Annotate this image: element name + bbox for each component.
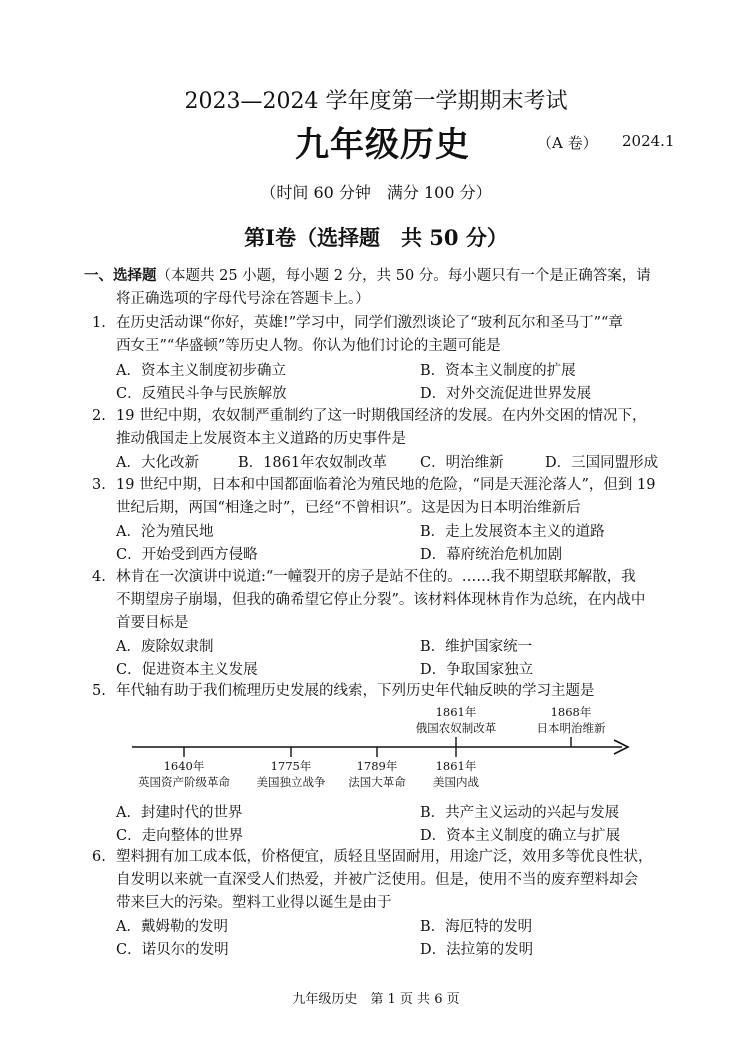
option-d: D．争取国家独立 <box>420 662 534 678</box>
page-footer: 九年级历史 第 1 页 共 6 页 <box>292 992 460 1007</box>
option-b: B．1861年农奴制改革 <box>238 455 388 471</box>
option-d: D．对外交流促进世界发展 <box>420 386 592 402</box>
question-stem-line: 19 世纪中期，农奴制严重制约了这一时期俄国经济的发展。在内外交困的情况下， <box>116 408 647 424</box>
option-a: A．资本主义制度初步确立 <box>116 363 286 379</box>
timeline-event-label: 日本明治维新 <box>536 721 606 735</box>
timeline-year-label: 1640年 <box>163 759 205 773</box>
option-b: B．海厄特的发明 <box>420 919 533 935</box>
option-d: D．幕府统治危机加剧 <box>420 547 563 563</box>
timeline-year-label: 1861年 <box>435 759 477 773</box>
option-a: A．大化改新 <box>116 455 199 471</box>
timeline-year-label: 1789年 <box>356 759 398 773</box>
question-stem-line: 自发明以来就一直深受人们热爱，并被广泛使用。但是，使用不当的废弃塑料却会 <box>116 872 638 888</box>
question-number: 1. <box>92 315 106 331</box>
section-heading: 一、选择题 <box>84 267 157 284</box>
question-number: 2. <box>92 408 106 424</box>
subject-title: 九年级历史 <box>295 125 470 165</box>
option-c: C．明治维新 <box>420 455 504 471</box>
option-c: C．促进资本主义发展 <box>116 662 258 678</box>
option-c: C．诺贝尔的发明 <box>116 942 229 958</box>
question-number: 4. <box>92 569 106 585</box>
instructions-line-2: 将正确选项的字母代号涂在答题卡上。） <box>116 291 370 307</box>
option-d: D．资本主义制度的确立与扩展 <box>420 828 621 844</box>
question-stem-line: 年代轴有助于我们梳理历史发展的线索，下列历史年代轴反映的学习主题是 <box>116 683 595 699</box>
timeline-year-label: 1775年 <box>270 759 312 773</box>
option-b: B．共产主义运动的兴起与发展 <box>420 805 620 821</box>
question-stem-line: 世纪后期，两国“相逢之时”，已经“不曾相识”。这是因为日本明治维新后 <box>116 500 581 516</box>
question-stem-line: 西女王”“华盛顿”等历史人物。你认为他们讨论的主题可能是 <box>116 338 501 354</box>
option-b: B．走上发展资本主义的道路 <box>420 524 605 540</box>
timeline-year-label: 1861年 <box>435 705 477 719</box>
question-stem-line: 带来巨大的污染。塑料工业得以诞生是由于 <box>116 895 392 911</box>
paper-code: （A 卷） <box>537 134 598 152</box>
option-a: A．沦为殖民地 <box>116 524 214 540</box>
timeline-event-label: 美国内战 <box>433 775 479 789</box>
timeline-event-label: 俄国农奴制改革 <box>415 721 497 735</box>
option-d: D．法拉第的发明 <box>420 942 534 958</box>
option-b: B．维护国家统一 <box>420 639 533 655</box>
option-b: B．资本主义制度的扩展 <box>420 363 576 379</box>
timeline-diagram <box>0 700 752 796</box>
question-number: 6. <box>92 849 106 865</box>
timeline-event-label: 美国独立战争 <box>256 775 326 789</box>
question-number: 3. <box>92 477 106 493</box>
question-number: 5. <box>92 683 106 699</box>
instructions-line-1: （本题共 25 小题，每小题 2 分，共 50 分。每小题只有一个是正确答案，请 <box>156 268 651 284</box>
question-stem-line: 林肯在一次演讲中说道:“一幢裂开的房子是站不住的。……我不期望联邦解散，我 <box>116 569 636 585</box>
question-stem-line: 塑料拥有加工成本低，价格便宜，质轻且坚固耐用，用途广泛，效用多等优良性状， <box>116 849 653 865</box>
time-info: （时间 60 分钟 满分 100 分） <box>260 183 492 202</box>
part-title: 第Ⅰ卷（选择题 共 50 分） <box>244 225 508 250</box>
question-stem-line: 19 世纪中期，日本和中国都面临着沦为殖民地的危险，“同是天涯沦落人”，但到 19 <box>116 477 656 493</box>
timeline-year-label: 1868年 <box>550 705 592 719</box>
timeline-event-label: 法国大革命 <box>348 775 406 789</box>
question-stem-line: 在历史活动课“你好，英雄!”学习中，同学们激烈谈论了“玻利瓦尔和圣马丁”“章 <box>116 315 623 331</box>
option-c: C．开始受到西方侵略 <box>116 547 258 563</box>
option-a: A．废除奴隶制 <box>116 639 214 655</box>
option-c: C．走向整体的世界 <box>116 828 244 844</box>
question-stem-line: 不期望房子崩塌，但我的确希望它停止分裂”。该材料体现林肯作为总统，在内战中 <box>116 592 646 608</box>
option-a: A．封建时代的世界 <box>116 805 243 821</box>
timeline-event-label: 英国资产阶级革命 <box>138 775 230 789</box>
option-a: A．戴姆勒的发明 <box>116 919 228 935</box>
exam-title: 2023—2024 学年度第一学期期末考试 <box>184 89 568 114</box>
exam-date: 2024.1 <box>622 132 675 150</box>
option-d: D．三国同盟形成 <box>545 455 659 471</box>
question-stem-line: 推动俄国走上发展资本主义道路的历史事件是 <box>116 431 406 447</box>
option-c: C．反殖民斗争与民族解放 <box>116 386 287 402</box>
section-instructions <box>84 265 651 287</box>
question-stem-line: 首要目标是 <box>116 615 189 631</box>
